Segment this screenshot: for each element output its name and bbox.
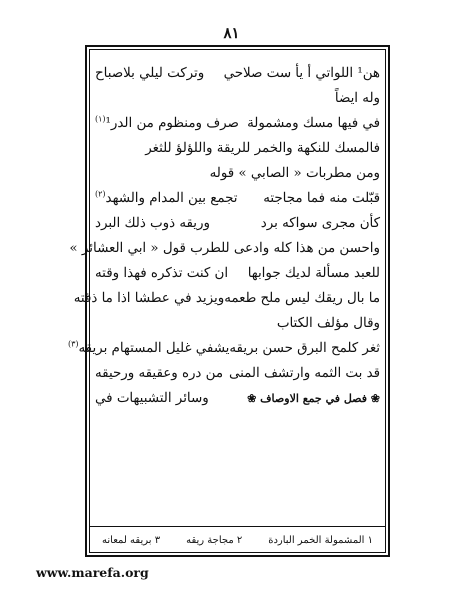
footnote: ١ المشمولة الخمر الباردة bbox=[268, 534, 374, 546]
page-frame bbox=[67, 45, 390, 557]
text-line bbox=[95, 261, 380, 286]
text-line bbox=[95, 86, 380, 111]
hemistich-left: من دره وعقيقه ورحيقه bbox=[95, 366, 224, 381]
footnote-marker: (٢) bbox=[95, 189, 106, 199]
hemistich-left bbox=[68, 336, 229, 361]
footnote-marker: (١) bbox=[95, 114, 106, 124]
text-line bbox=[95, 361, 380, 386]
hemistich-left: وسائر التشبيهات في bbox=[95, 391, 209, 406]
line-text: ومن مطربات « الصابي » قوله bbox=[209, 166, 380, 181]
hemistich-left: وريقه ذوب ذلك البرد bbox=[95, 216, 210, 231]
footnote-marker: (٣) bbox=[67, 339, 79, 349]
text-line bbox=[95, 111, 380, 136]
hemistich-right: قد بت الثمه وارتشف المنى bbox=[228, 366, 380, 381]
text-line bbox=[69, 236, 380, 261]
line-text: فالمسك للنكهة والخمر للريقة واللؤلؤ للثغر bbox=[145, 141, 380, 156]
text-line bbox=[95, 161, 380, 186]
line-text: وقال مؤلف الكتاب bbox=[276, 316, 380, 331]
text-line bbox=[95, 61, 380, 86]
footnotes bbox=[89, 526, 386, 553]
hemistich-left: ويزيد في عطشا اذا ما ذقته bbox=[73, 291, 225, 306]
footnote: ٣ بريقه لمعانه bbox=[102, 534, 161, 546]
text-line bbox=[95, 311, 380, 336]
text-line bbox=[95, 136, 380, 161]
text-line bbox=[67, 336, 380, 361]
website-watermark: www.marefa.org bbox=[36, 565, 149, 580]
hemistich-left-text: صرف ومنظوم من الدر¹ bbox=[105, 116, 239, 131]
hemistich-left: ان كنت تذكره فهذا وقته bbox=[95, 266, 229, 281]
hemistich-right: قبّلت منه فما مجاجته bbox=[263, 191, 380, 206]
hemistich-left bbox=[95, 186, 238, 211]
text-line bbox=[95, 211, 380, 236]
page-number: ٨١ bbox=[223, 24, 240, 42]
hemistich-left-text: تجمع بين المدام والشهد bbox=[105, 191, 238, 206]
hemistich-left bbox=[95, 111, 239, 136]
section-heading: ❀ فصل في جمع الاوصاف ❀ bbox=[247, 392, 380, 405]
footnote: ٢ مجاجة ريقه bbox=[186, 534, 243, 546]
hemistich-right: كأن مجرى سواكه برد bbox=[260, 216, 380, 231]
line-text: واحسن من هذا كله وادعى للطرب قول « ابي العشائر » bbox=[69, 241, 380, 256]
text-body bbox=[67, 61, 380, 511]
text-line bbox=[95, 386, 380, 411]
text-line bbox=[73, 286, 380, 311]
hemistich-right: هن¹ اللواتي أ يأ ست صلاحي bbox=[223, 66, 380, 81]
hemistich-right: ثغر كلمح البرق حسن بريقه bbox=[229, 341, 380, 356]
line-text: وله ايضاً bbox=[334, 91, 380, 106]
text-line bbox=[95, 186, 380, 211]
hemistich-left: وتركت ليلي بلاصباح bbox=[95, 66, 205, 81]
hemistich-right: للعبد مسألة لديك جوابها bbox=[247, 266, 380, 281]
hemistich-right: في فيها مسك ومشمولة bbox=[247, 116, 380, 131]
hemistich-right: ما بال ريقك ليس ملح طعمه bbox=[224, 291, 380, 306]
hemistich-left-text: يشفي غليل المستهام بريقه bbox=[78, 341, 230, 356]
